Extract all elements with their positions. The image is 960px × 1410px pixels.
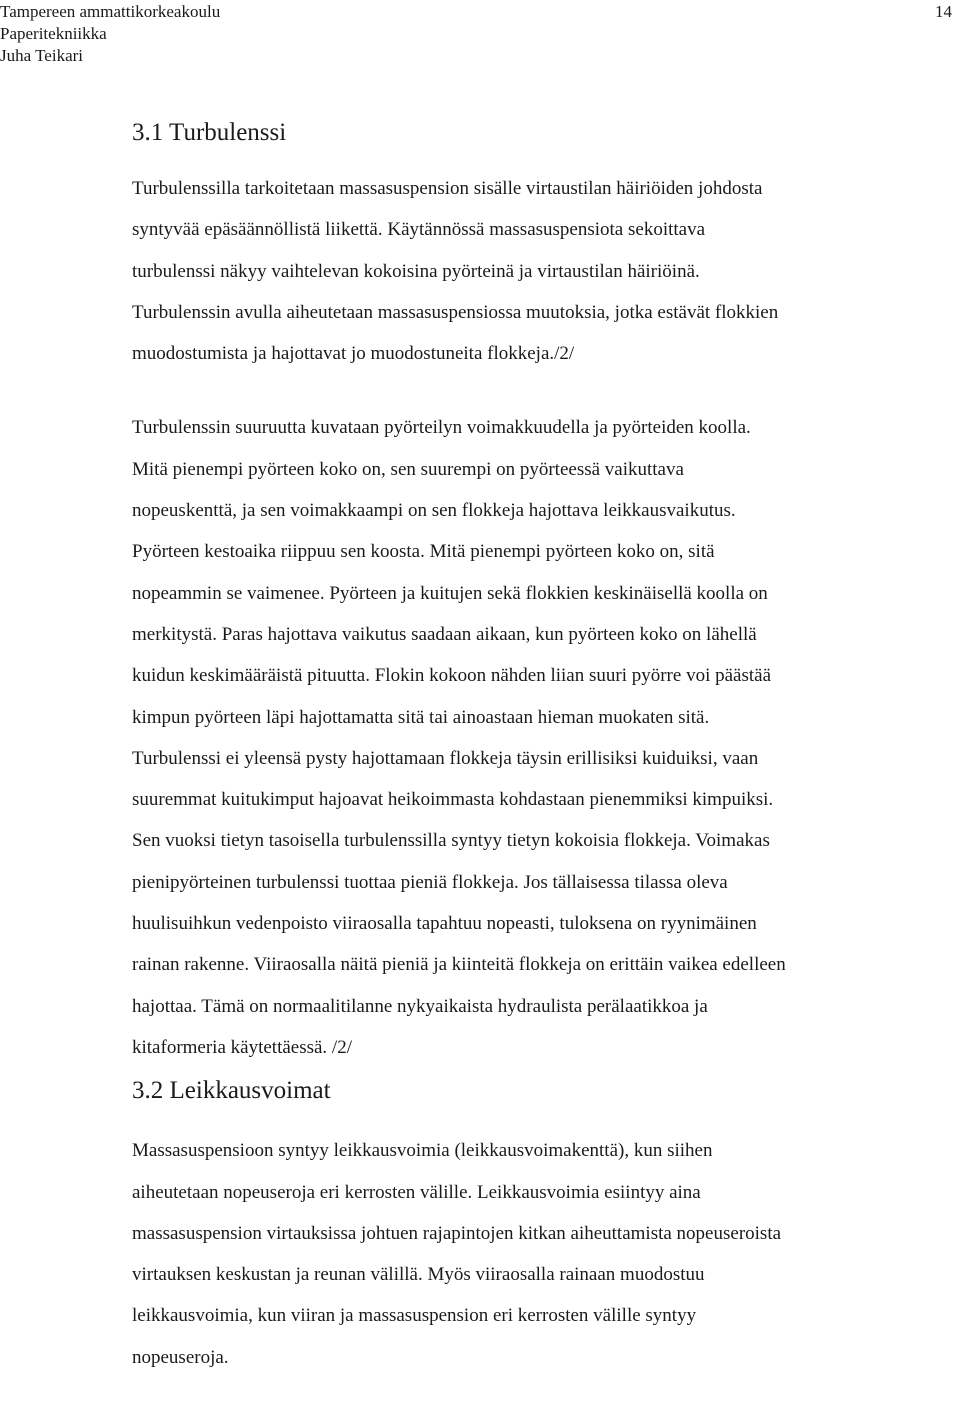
text-line: nopeuskenttä, ja sen voimakkaampi on sen flokkeja hajottava leikkausvaikutus. <box>132 500 736 522</box>
text-line: Pyörteen kestoaika riippuu sen koosta. Mitä pienempi pyörteen koko on, sitä <box>132 541 715 563</box>
text-line: kitaformeria käytettäessä. /2/ <box>132 1036 352 1058</box>
text-line: huulisuihkun vedenpoisto viiraosalla tapahtuu nopeasti, tuloksena on ryynimäinen <box>132 913 757 935</box>
text-line: virtauksen keskustan ja reunan välillä. Myös viiraosalla rainaan muodostuu <box>132 1264 705 1286</box>
header-author: Juha Teikari <box>0 46 83 65</box>
text-line: Sen vuoksi tietyn tasoisella turbulenssilla syntyy tietyn kokoisia flokkeja. Voimakas <box>132 830 770 852</box>
header-institution: Tampereen ammattikorkeakoulu <box>0 2 221 21</box>
text-line: Turbulenssin avulla aiheutetaan massasuspensiossa muutoksia, jotka estävät flokkien <box>132 301 779 323</box>
text-line: Massasuspensioon syntyy leikkausvoimia (leikkausvoimakenttä), kun siihen <box>132 1140 713 1162</box>
text-line: merkitystä. Paras hajottava vaikutus saadaan aikaan, kun pyörteen koko on lähellä <box>132 623 757 645</box>
text-line: kuidun keskimääräistä pituutta. Flokin kokoon nähden liian suuri pyörre voi päästää <box>132 665 772 687</box>
text-line: syntyvää epäsäännöllistä liikettä. Käytännössä massasuspensiota sekoittava <box>132 219 706 241</box>
section-heading-leikkausvoimat: 3.2 Leikkausvoimat <box>132 1077 331 1105</box>
text-line: rainan rakenne. Viiraosalla näitä pieniä ja kiinteitä flokkeja on erittäin vaikea edelleen <box>132 954 786 976</box>
text-line: massasuspension virtauksissa johtuen rajapintojen kitkan aiheuttamista nopeuseroista <box>132 1222 782 1244</box>
paragraph-gap <box>132 374 954 407</box>
text-line: suuremmat kuitukimput hajoavat heikoimmasta kohdastaan pienemmiksi kimpuiksi. <box>132 789 774 811</box>
text-line: kimpun pyörteen läpi hajottamatta sitä tai ainoastaan hieman muokaten sitä. <box>132 706 710 728</box>
section-heading-turbulenssi: 3.1 Turbulenssi <box>132 119 287 146</box>
text-line: hajottaa. Tämä on normaalitilanne nykyaikaista hydraulista perälaatikkoa ja <box>132 995 708 1017</box>
text-line: nopeuseroja. <box>132 1346 229 1368</box>
paragraph <box>132 1130 954 1378</box>
page-number: 14 <box>935 2 952 21</box>
text-line: Mitä pienempi pyörteen koko on, sen suurempi on pyörteessä vaikuttava <box>132 458 684 480</box>
header-info <box>0 0 220 67</box>
text-line: Turbulenssi ei yleensä pysty hajottamaan flokkeja täysin erillisiksi kuiduiksi, vaan <box>132 747 759 769</box>
header-department: Paperitekniikka <box>0 24 107 43</box>
paragraph <box>132 168 954 374</box>
text-line: turbulenssi näkyy vaihtelevan kokoisina pyörteinä ja virtaustilan häiriöinä. <box>132 260 700 282</box>
text-line: pienipyörteinen turbulenssi tuottaa pieniä flokkeja. Jos tällaisessa tilassa oleva <box>132 871 728 893</box>
document-body <box>132 116 954 1378</box>
text-line: Turbulenssilla tarkoitetaan massasuspension sisälle virtaustilan häiriöiden johdosta <box>132 178 763 199</box>
text-line: leikkausvoimia, kun viiran ja massasuspension eri kerrosten välille syntyy <box>132 1305 697 1327</box>
text-line: aiheutetaan nopeuseroja eri kerrosten välille. Leikkausvoimia esiintyy aina <box>132 1181 701 1203</box>
text-line: nopeammin se vaimenee. Pyörteen ja kuitujen sekä flokkien keskinäisellä koolla on <box>132 582 768 604</box>
paragraph <box>132 407 954 1068</box>
text-line: Turbulenssin suuruutta kuvataan pyörteilyn voimakkuudella ja pyörteiden koolla. <box>132 417 751 439</box>
text-line: muodostumista ja hajottavat jo muodostuneita flokkeja./2/ <box>132 343 575 365</box>
